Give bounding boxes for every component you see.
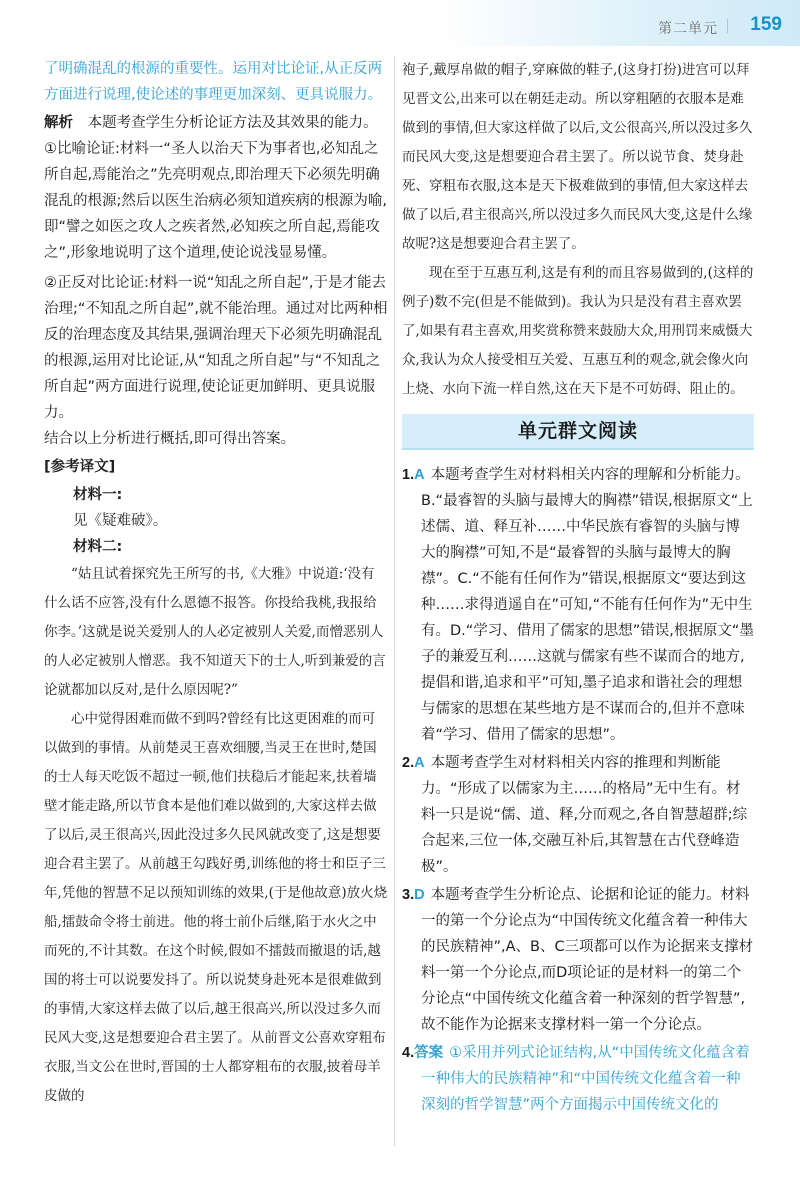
translation-paragraph-continued: 袍子,戴厚帛做的帽子,穿麻做的鞋子,(这身打扮)进宫可以拜见晋文公,出来可以在朝廷走动。所以穿粗陋的衣服本是难做到的事情,但大家这样做了以后,文公很高兴,所以没过多久而民风大变,这是想要迎合君主罢了。所以说节食、焚身赴死、穿粗布衣服,这本是天下极难做到的事情,但大家这样去做了以后,君主很高兴,所以没过多久而民风大变,这是什么缘故呢?这是想要迎合君主罢了。: [402, 62, 753, 252]
item-answer: A: [414, 755, 425, 771]
item-answer-text: ①采用并列式论证结构,从“中国传统文化蕴含着一种伟大的民族精神”和“中国传统文化蕴含着一种深刻的哲学智慧”两个方面揭示中国传统文化的: [421, 1045, 750, 1113]
material-1-text: 见《疑难破》。: [73, 513, 168, 529]
analysis-point-1: ①比喻论证:材料一“圣人以治天下为事者也,必知乱之所自起,焉能治之”先亮明观点,即治理天下必须先明确混乱的根源;然后以医生治病必须知道疾病的根源为喻,即“譬之如医之攻人之疾者然,必知疾之所自起,焉能攻之”,形象地说明了这个道理,使论说浅显易懂。: [44, 141, 387, 261]
item-explanation: 本题考查学生对材料相关内容的推理和判断能力。“形成了以儒家为主……的格局”无中生有。材料一只是说“儒、道、释,分而观之,各自智慧超群;综合起来,三位一体,交融互补后,其智慧在古代登峰造极”。: [421, 755, 748, 875]
right-column: [402, 56, 754, 1118]
answer-item-1: [402, 462, 754, 748]
material-1-label: 材料一:: [73, 487, 123, 503]
translation-paragraph-1: “姑且试着探究先王所写的书,《大雅》中说道:‘没有什么话不应答,没有什么恩德不报答。你投给我桃,我报给你李。’这就是说关爱别人的人必定被别人关爱,而憎恶别人的人必定被别人憎恶。我不知道天下的士人,听到兼爱的言论就都加以反对,是什么原因呢?”: [44, 566, 386, 698]
item-answer: D: [414, 887, 425, 903]
analysis-paragraph: [44, 110, 388, 136]
translation-paragraph-now: 现在至于互惠互利,这是有利的而且容易做到的,(这样的例子)数不完(但是不能做到)。我认为只是没有君主喜欢罢了,如果有君主喜欢,用奖赏称赞来鼓励大众,用刑罚来威慑大众,我认为众人接受相互关爱、互惠互利的观念,就会像火向上烧、水向下流一样自然,这在天下是不可妨碍、阻止的。: [402, 265, 754, 397]
item-number: 2.: [402, 755, 415, 771]
left-column: [44, 56, 388, 1111]
page-header: [0, 0, 800, 46]
item-answer: A: [414, 467, 425, 483]
item-number: 4.: [402, 1045, 415, 1061]
item-number: 3.: [402, 887, 415, 903]
header-separator: [727, 19, 728, 33]
column-divider: [394, 56, 395, 1146]
item-explanation: 本题考查学生分析论点、论据和论证的能力。材料一的第一个分论点为“中国传统文化蕴含着一种伟大的民族精神”,A、B、C三项都可以作为论据来支撑材料一第一个分论点,而D项论证的是材料一的第二个分论点“中国传统文化蕴含着一种深刻的哲学智慧”,故不能作为论据来支撑材料一第一个分论点。: [421, 887, 754, 1033]
intro-answer-text: 了明确混乱的根源的重要性。运用对比论证,从正反两方面进行说理,使论述的事理更加深刻、更具说服力。: [44, 61, 383, 103]
analysis-summary: 结合以上分析进行概括,即可得出答案。: [44, 431, 296, 447]
item-number: 1.: [402, 467, 415, 483]
analysis-label: 解析: [44, 115, 73, 131]
answer-item-2: [402, 750, 754, 880]
reference-translation-label: [参考译文]: [44, 459, 116, 475]
unit-label: 第二单元: [658, 21, 718, 37]
page-number: 159: [750, 14, 782, 35]
analysis-text: 本题考查学生分析论证方法及其效果的能力。: [87, 115, 378, 131]
item-explanation: 本题考查学生对材料相关内容的理解和分析能力。B.“最睿智的头脑与最博大的胸襟”错误,根据原文“上述儒、道、释互补……中华民族有睿智的头脑与博大的胸襟”可知,不是“最睿智的头脑与最博大的胸襟”。C.“不能有任何作为”错误,根据原文“要达到这种……求得逍遥自在”可知,“不能有任何作为”无中生有。D.“学习、借用了儒家的思想”错误,根据原文“墨子的兼爱互利……这就与儒家有些不谋而合的地方,提倡和谐,追求和平”可知,墨子追求和谐社会的理想与儒家的思想在某些地方是不谋而合的,但并不意味着“学习、借用了儒家的思想”。: [421, 467, 754, 743]
material-2-label: 材料二:: [73, 539, 123, 555]
translation-paragraph-2: 心中觉得困难而做不到吗?曾经有比这更困难的而可以做到的事情。从前楚灵王喜欢细腰,当灵王在世时,楚国的士人每天吃饭不超过一顿,他们扶稳后才能起来,扶着墙壁才能走路,所以节食本是他们难以做到的,大家这样去做了以后,灵王很高兴,因此没过多久民风就改变了,这是想要迎合君主罢了。从前越王勾践好勇,训练他的将士和臣子三年,凭他的智慧不足以预知训练的效果,(于是他故意)放火烧船,擂鼓命令将士前进。他的将士前仆后继,陷于水火之中而死的,不计其数。在这个时候,假如不擂鼓而撤退的话,越国的将士可以说要发抖了。所以说焚身赴死本是很难做到的事情,大家这样去做了以后,越王很高兴,所以没过多久而民风大变,这是想要迎合君主罢了。从前晋文公喜欢穿粗布衣服,当文公在世时,晋国的士人都穿粗布的衣服,披着母羊皮做的: [44, 711, 388, 1104]
section-title: 单元群文阅读: [402, 414, 754, 450]
analysis-point-2: ②正反对比论证:材料一说“知乱之所自起”,于是才能去治理;“不知乱之所自起”,就不能治理。通过对比两种相反的治理态度及其结果,强调治理天下必须先明确混乱的根源,运用对比论证,从“知乱之所自起”与“不知乱之所自起”两方面进行说理,使论证更加鲜明、更具说服力。: [44, 275, 388, 421]
answer-item-4: [402, 1040, 754, 1118]
answer-label: 答案: [414, 1045, 444, 1061]
answer-item-3: [402, 882, 754, 1038]
